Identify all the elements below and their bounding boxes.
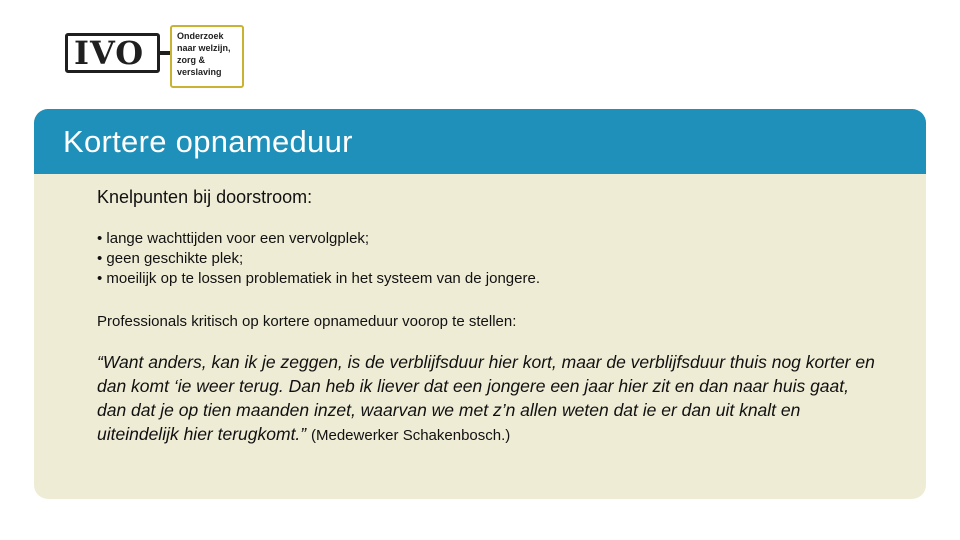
bullet-item: • moeilijk op te lossen problematiek in het systeem van de jongere.: [97, 270, 540, 287]
quote-block: [97, 350, 877, 448]
ivo-logo: [62, 24, 248, 90]
bullet-item: • lange wachttijden voor een vervolgplek;: [97, 230, 370, 247]
quote-attribution: (Medewerker Schakenbosch.): [311, 427, 511, 444]
slide-header: [34, 109, 926, 174]
logo-tagline-line: zorg &: [177, 55, 205, 65]
logo-tagline-line: naar welzijn,: [177, 43, 231, 53]
slide-title: Kortere opnameduur: [63, 124, 353, 159]
logo-tagline-line: verslaving: [177, 67, 222, 77]
slide-body: [97, 187, 877, 448]
logo-tagline-line: Onderzoek: [177, 31, 224, 41]
bullet-item: • geen geschikte plek;: [97, 250, 244, 267]
bullet-list: [97, 229, 877, 289]
content-panel: [34, 109, 926, 499]
logo-mark: IVO: [65, 33, 160, 73]
quote-text: “Want anders, kan ik je zeggen, is de verblijfsduur hier kort, maar de verblijfsduur thuis nog korter en dan komt ‘ie weer terug. Dan heb ik liever dat een jongere een jaar hier zit en dan naar huis gaat, dan dat je op tien maanden inzet, waarvan we met z’n allen weten dat ie er dan uit knalt en uiteindelijk hier terugkomt.”: [97, 352, 875, 444]
logo-tagline: [170, 25, 244, 88]
statement: Professionals kritisch op kortere opnameduur voorop te stellen:: [97, 313, 517, 330]
subheading: Knelpunten bij doorstroom:: [97, 187, 313, 207]
